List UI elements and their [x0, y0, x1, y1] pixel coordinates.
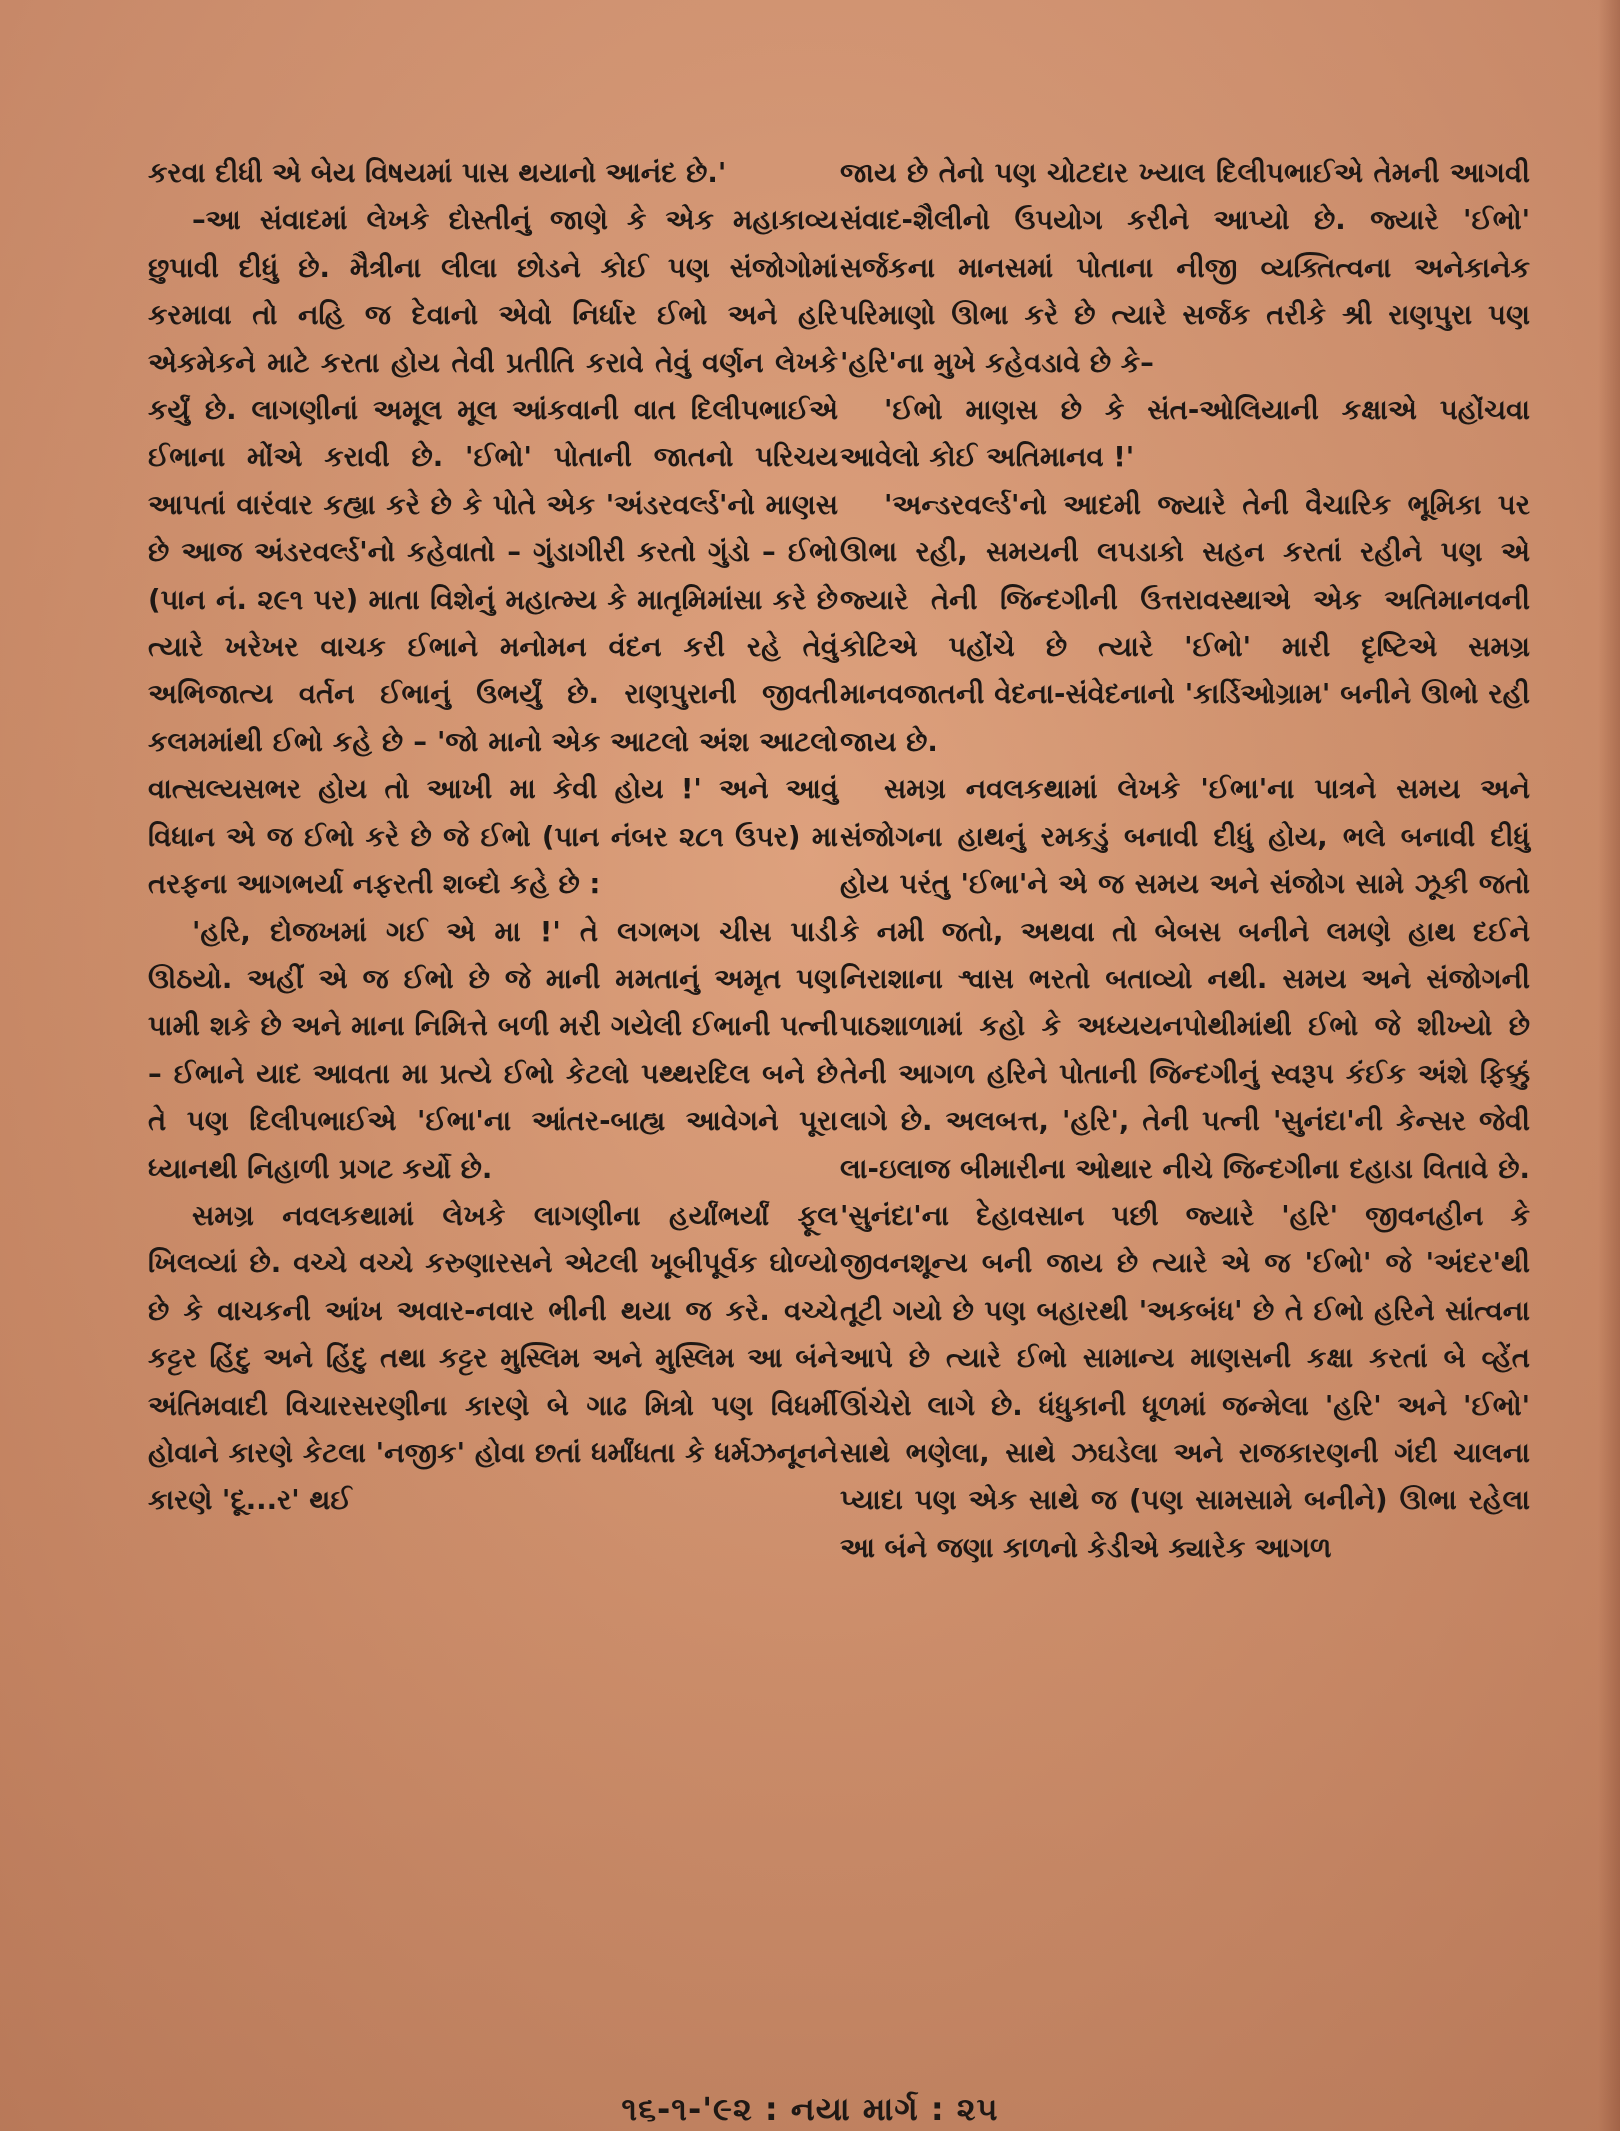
paragraph: –આ સંવાદમાં લેખકે દોસ્તીનું જાણે કે એક મહાકાવ્ય છુપાવી દીધું છે. મૈત્રીના લીલા છોડને કોઈ પણ સંજોગોમાં કરમાવા તો નહિ જ દેવાનો એવો નિર્ધાર ઈભો અને હરિ એકમેકને માટે કરતા હોય તેવી પ્રતીતિ કરાવે તેવું વર્ણન લેખકે કર્યું છે. લાગણીનાં અમૂલ મૂલ આંકવાની વાત દિલીપભાઈએ ઈભાના મોંએ કરાવી છે. 'ઈભો' પોતાની જાતનો પરિચય આપતાં વારંવાર કહ્યા કરે છે કે પોતે એક 'અંડરવર્લ્ડ'નો માણસ છે આજ અંડરવર્લ્ડ'નો કહેવાતો – ગુંડાગીરી કરતો ગુંડો – ઈભો (પાન નં. ૨૯૧ પર) માતા વિશેનું મહાત્મ્ય કે માતૃમિમાંસા કરે છે ત્યારે ખરેખર વાચક ઈભાને મનોમન વંદન કરી રહે તેવું અભિજાત્ય વર્તન ઈભાનું ઉભર્યું છે. રાણપુરાની જીવતી કલમમાંથી ઈભો કહે છે – 'જો માનો એક આટલો અંશ આટલો વાત્સલ્યસભર હોય તો આખી મા કેવી હોય !' અને આવું વિધાન એ જ ઈભો કરે છે જે ઈભો (પાન નંબર ૨૮૧ ઉપર) મા તરફના આગભર્યા નફરતી શબ્દો કહે છે : [148, 204, 838, 901]
right-column [840, 150, 1530, 1572]
paragraph: 'ઈભો માણસ છે કે સંત-ઓલિયાની કક્ષાએ પહોંચવા આવેલો કોઈ અતિમાનવ !' [840, 394, 1530, 474]
paragraph: 'હરિ, દોજખમાં ગઈ એ મા !' તે લગભગ ચીસ પાડી ઊઠયો. અહીં એ જ ઈભો છે જે માની મમતાનું અમૃત પણ પામી શકે છે અને માના નિમિત્તે બળી મરી ગયેલી ઈભાની પત્ની – ઈભાને યાદ આવતા મા પ્રત્યે ઈભો કેટલો પથ્થરદિલ બને છે તે પણ દિલીપભાઈએ 'ઈભા'ના આંતર-બાહ્ય આવેગને પૂરા ધ્યાનથી નિહાળી પ્રગટ કર્યો છે. [148, 915, 838, 1185]
paragraph: સમગ્ર નવલકથામાં લેખકે લાગણીના હર્યાંભર્યાં ફૂલ ખિલવ્યાં છે. વચ્ચે વચ્ચે કરુણારસને એટલી ખૂબીપૂર્વક ઘોળ્યો છે કે વાચકની આંખ અવાર-નવાર ભીની થયા જ કરે. વચ્ચે કટ્ટર હિંદુ અને હિંદુ તથા કટ્ટર મુસ્લિમ અને મુસ્લિમ આ બંને અંતિમવાદી વિચારસરણીના કારણે બે ગાઢ મિત્રો પણ વિધર્મી હોવાને કારણે કેટલા 'નજીક' હોવા છતાં ધર્માંધતા કે ધર્મઝનૂનને કારણે 'દૂ...ર' થઈ [148, 1199, 838, 1517]
paragraph: 'અન્ડરવર્લ્ડ'નો આદમી જ્યારે તેની વૈચારિક ભૂમિકા પર ઊભા રહી, સમયની લપડાકો સહન કરતાં રહીને પણ એ જ્યારે તેની જિન્દગીની ઉત્તરાવસ્થાએ એક અતિમાનવની કોટિએ પહોંચે છે ત્યારે 'ઈભો' મારી દૃષ્ટિએ સમગ્ર માનવજાતની વેદના-સંવેદનાનો 'કાર્ડિઓગ્રામ' બનીને ઊભો રહી જાય છે. [840, 488, 1530, 758]
left-column [148, 150, 838, 1525]
paragraph: કરવા દીધી એ બેય વિષયમાં પાસ થયાનો આનંદ છે.' [148, 157, 727, 189]
page-edge-shadow [1598, 0, 1620, 2131]
paragraph: સમગ્ર નવલકથામાં લેખકે 'ઈભા'ના પાત્રને સમય અને સંજોગના હાથનું રમકડું બનાવી દીધું હોય, ભલે બનાવી દીધું હોય પરંતુ 'ઈભા'ને એ જ સમય અને સંજોગ સામે ઝૂકી જતો કે નમી જતો, અથવા તો બેબસ બનીને લમણે હાથ દઈને નિરાશાના શ્વાસ ભરતો બતાવ્યો નથી. સમય અને સંજોગની પાઠશાળામાં કહો કે અધ્યયનપોથીમાંથી ઈભો જે શીખ્યો છે તેની આગળ હરિને પોતાની જિન્દગીનું સ્વરૂપ કંઈક અંશે ફિક્કું લાગે છે. અલબત્ત, 'હરિ', તેની પત્ની 'સુનંદા'ની કેન્સર જેવી લા-ઇલાજ બીમારીના ઓથાર નીચે જિન્દગીના દહાડા વિતાવે છે. 'સુનંદા'ના દેહાવસાન પછી જ્યારે 'હરિ' જીવનહીન કે જીવનશૂન્ય બની જાય છે ત્યારે એ જ 'ઈભો' જે 'અંદર'થી તૂટી ગયો છે પણ બહારથી 'અકબંધ' છે તે ઈભો હરિને સાંત્વના આપે છે ત્યારે ઈભો સામાન્ય માણસની કક્ષા કરતાં બે વ્હેંત ઊંચેરો લાગે છે. ધંધુકાની ધૂળમાં જન્મેલા 'હરિ' અને 'ઈભો' સાથે ભણેલા, સાથે ઝઘડેલા અને રાજકારણની ગંદી ચાલના પ્યાદા પણ એક સાથે જ (પણ સામસામે બનીને) ઊભા રહેલા આ બંને જણા કાળનો કેડીએ ક્યારેક આગળ [840, 773, 1530, 1564]
page-footer: ૧૬-૧-'૯૨ : નયા માર્ગ : ૨૫ [621, 2090, 999, 2128]
paragraph: જાય છે તેનો પણ ચોટદાર ખ્યાલ દિલીપભાઈએ તેમની આગવી સંવાદ-શૈલીનો ઉપયોગ કરીને આપ્યો છે. જ્યારે 'ઈભો' સર્જકના માનસમાં પોતાના નીજી વ્યક્તિત્વના અનેકાનેક પરિમાણો ઊભા કરે છે ત્યારે સર્જક તરીકે શ્રી રાણપુરા પણ 'હરિ'ના મુખે કહેવડાવે છે કે– [840, 157, 1530, 379]
